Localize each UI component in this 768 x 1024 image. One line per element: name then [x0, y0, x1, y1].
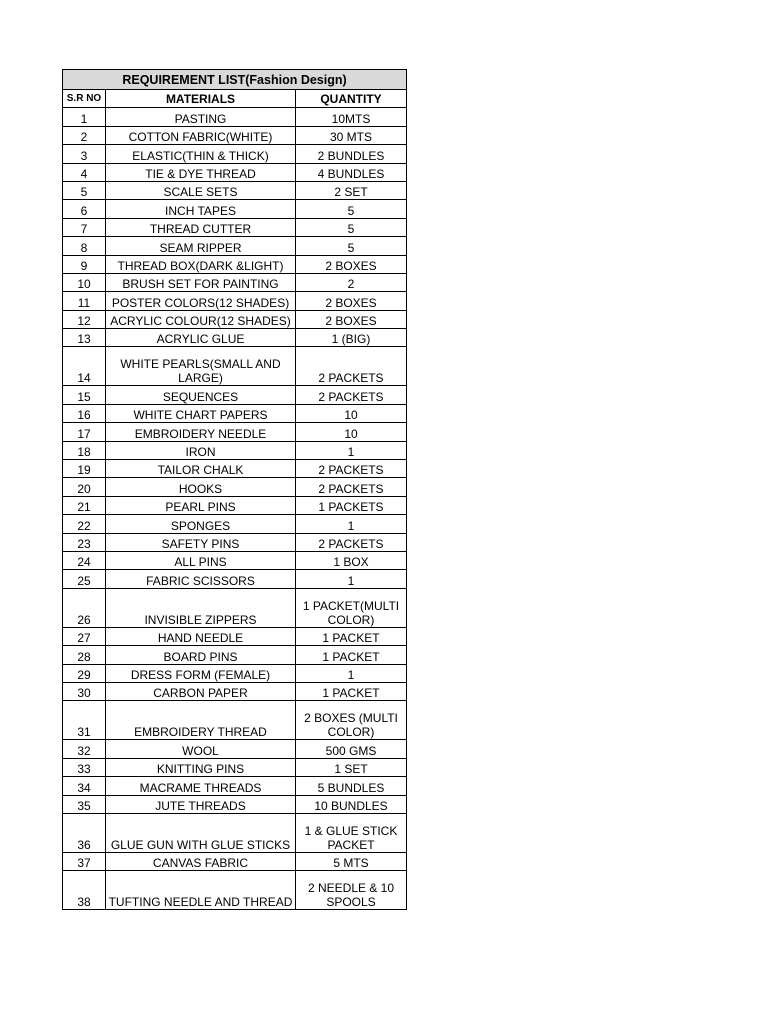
- table-row: [63, 386, 407, 404]
- cell-material: CANVAS FABRIC: [106, 852, 296, 870]
- cell-material: BRUSH SET FOR PAINTING: [106, 273, 296, 291]
- table-row: [63, 777, 407, 795]
- cell-material: POSTER COLORS(12 SHADES): [106, 292, 296, 310]
- cell-material: BOARD PINS: [106, 646, 296, 664]
- cell-quantity: 500 GMS: [296, 740, 407, 758]
- cell-quantity: 2 BOXES: [296, 310, 407, 328]
- table-row: [63, 237, 407, 255]
- cell-material: IRON: [106, 441, 296, 459]
- cell-srno: 4: [63, 163, 106, 181]
- cell-srno: 14: [63, 347, 106, 386]
- table-row: [63, 255, 407, 273]
- cell-material: ELASTIC(THIN & THICK): [106, 145, 296, 163]
- cell-quantity: 5: [296, 218, 407, 236]
- cell-srno: 17: [63, 423, 106, 441]
- cell-srno: 25: [63, 570, 106, 588]
- cell-srno: 32: [63, 740, 106, 758]
- table-row: [63, 163, 407, 181]
- cell-material: THREAD CUTTER: [106, 218, 296, 236]
- cell-quantity: 4 BUNDLES: [296, 163, 407, 181]
- cell-srno: 22: [63, 515, 106, 533]
- table-row: [63, 570, 407, 588]
- cell-srno: 8: [63, 237, 106, 255]
- cell-srno: 18: [63, 441, 106, 459]
- cell-srno: 36: [63, 813, 106, 852]
- cell-material: WOOL: [106, 740, 296, 758]
- cell-quantity: 5: [296, 237, 407, 255]
- cell-srno: 20: [63, 478, 106, 496]
- cell-quantity: 1: [296, 664, 407, 682]
- cell-material: EMBROIDERY NEEDLE: [106, 423, 296, 441]
- cell-material: TUFTING NEEDLE AND THREAD: [106, 871, 296, 910]
- cell-quantity: 1 PACKETS: [296, 496, 407, 514]
- cell-srno: 19: [63, 460, 106, 478]
- table-row: [63, 181, 407, 199]
- cell-quantity: 2 PACKETS: [296, 347, 407, 386]
- cell-material: JUTE THREADS: [106, 795, 296, 813]
- cell-srno: 27: [63, 627, 106, 645]
- cell-quantity: 1 (BIG): [296, 329, 407, 347]
- cell-srno: 9: [63, 255, 106, 273]
- cell-quantity: 1 SET: [296, 758, 407, 776]
- cell-quantity: 1 & GLUE STICK PACKET: [296, 813, 407, 852]
- cell-quantity: 2 SET: [296, 181, 407, 199]
- cell-quantity: 2: [296, 273, 407, 291]
- cell-material: SEQUENCES: [106, 386, 296, 404]
- cell-srno: 35: [63, 795, 106, 813]
- table-row: [63, 310, 407, 328]
- cell-srno: 23: [63, 533, 106, 551]
- table-row: [63, 646, 407, 664]
- cell-material: PEARL PINS: [106, 496, 296, 514]
- cell-quantity: 1 BOX: [296, 551, 407, 569]
- cell-srno: 29: [63, 664, 106, 682]
- table-row: [63, 496, 407, 514]
- cell-quantity: 30 MTS: [296, 126, 407, 144]
- cell-srno: 34: [63, 777, 106, 795]
- cell-quantity: 1 PACKET(MULTI COLOR): [296, 588, 407, 627]
- cell-srno: 13: [63, 329, 106, 347]
- cell-quantity: 2 PACKETS: [296, 386, 407, 404]
- requirement-table: [62, 69, 407, 910]
- cell-srno: 15: [63, 386, 106, 404]
- cell-srno: 7: [63, 218, 106, 236]
- cell-material: ACRYLIC GLUE: [106, 329, 296, 347]
- cell-material: SAFETY PINS: [106, 533, 296, 551]
- cell-quantity: 5 MTS: [296, 852, 407, 870]
- table-row: [63, 108, 407, 126]
- cell-srno: 5: [63, 181, 106, 199]
- cell-srno: 1: [63, 108, 106, 126]
- table-row: [63, 515, 407, 533]
- table-row: [63, 740, 407, 758]
- cell-material: SCALE SETS: [106, 181, 296, 199]
- cell-material: PASTING: [106, 108, 296, 126]
- table-row: [63, 329, 407, 347]
- cell-quantity: 5: [296, 200, 407, 218]
- cell-material: INVISIBLE ZIPPERS: [106, 588, 296, 627]
- cell-material: KNITTING PINS: [106, 758, 296, 776]
- cell-quantity: 1: [296, 515, 407, 533]
- cell-srno: 12: [63, 310, 106, 328]
- cell-quantity: 1 PACKET: [296, 682, 407, 700]
- cell-srno: 16: [63, 404, 106, 422]
- cell-srno: 30: [63, 682, 106, 700]
- cell-material: INCH TAPES: [106, 200, 296, 218]
- cell-material: WHITE PEARLS(SMALL AND LARGE): [106, 347, 296, 386]
- cell-srno: 21: [63, 496, 106, 514]
- cell-srno: 31: [63, 701, 106, 740]
- cell-material: THREAD BOX(DARK &LIGHT): [106, 255, 296, 273]
- table-row: [63, 871, 407, 910]
- cell-srno: 10: [63, 273, 106, 291]
- cell-quantity: 10: [296, 423, 407, 441]
- table-row: [63, 813, 407, 852]
- table-row: [63, 627, 407, 645]
- cell-material: WHITE CHART PAPERS: [106, 404, 296, 422]
- table-row: [63, 852, 407, 870]
- table-body: [63, 108, 407, 910]
- cell-srno: 37: [63, 852, 106, 870]
- cell-material: MACRAME THREADS: [106, 777, 296, 795]
- table-row: [63, 701, 407, 740]
- header-materials: MATERIALS: [106, 90, 296, 108]
- cell-srno: 38: [63, 871, 106, 910]
- cell-quantity: 2 BOXES (MULTI COLOR): [296, 701, 407, 740]
- table-row: [63, 795, 407, 813]
- title-row: [63, 70, 407, 90]
- cell-material: ACRYLIC COLOUR(12 SHADES): [106, 310, 296, 328]
- table-row: [63, 478, 407, 496]
- cell-quantity: 10 BUNDLES: [296, 795, 407, 813]
- cell-srno: 6: [63, 200, 106, 218]
- cell-srno: 24: [63, 551, 106, 569]
- table-row: [63, 145, 407, 163]
- table-row: [63, 441, 407, 459]
- table-row: [63, 460, 407, 478]
- table-row: [63, 218, 407, 236]
- table-row: [63, 292, 407, 310]
- cell-srno: 26: [63, 588, 106, 627]
- cell-material: SEAM RIPPER: [106, 237, 296, 255]
- cell-quantity: 2 NEEDLE & 10 SPOOLS: [296, 871, 407, 910]
- cell-quantity: 5 BUNDLES: [296, 777, 407, 795]
- header-row: [63, 90, 407, 108]
- requirement-list-sheet: [62, 69, 406, 910]
- table-row: [63, 588, 407, 627]
- table-row: [63, 404, 407, 422]
- table-row: [63, 126, 407, 144]
- cell-quantity: 1 PACKET: [296, 646, 407, 664]
- table-row: [63, 758, 407, 776]
- cell-srno: 33: [63, 758, 106, 776]
- cell-material: ALL PINS: [106, 551, 296, 569]
- cell-material: TIE & DYE THREAD: [106, 163, 296, 181]
- cell-srno: 2: [63, 126, 106, 144]
- cell-quantity: 2 PACKETS: [296, 533, 407, 551]
- cell-quantity: 2 PACKETS: [296, 478, 407, 496]
- cell-srno: 28: [63, 646, 106, 664]
- cell-material: HAND NEEDLE: [106, 627, 296, 645]
- cell-material: EMBROIDERY THREAD: [106, 701, 296, 740]
- cell-material: DRESS FORM (FEMALE): [106, 664, 296, 682]
- table-row: [63, 347, 407, 386]
- cell-material: GLUE GUN WITH GLUE STICKS: [106, 813, 296, 852]
- header-srno: S.R NO: [63, 90, 106, 108]
- cell-quantity: 10MTS: [296, 108, 407, 126]
- table-row: [63, 273, 407, 291]
- table-row: [63, 200, 407, 218]
- table-row: [63, 664, 407, 682]
- cell-quantity: 2 BOXES: [296, 255, 407, 273]
- cell-srno: 11: [63, 292, 106, 310]
- header-quantity: QUANTITY: [296, 90, 407, 108]
- cell-material: FABRIC SCISSORS: [106, 570, 296, 588]
- cell-material: COTTON FABRIC(WHITE): [106, 126, 296, 144]
- cell-quantity: 10: [296, 404, 407, 422]
- table-row: [63, 423, 407, 441]
- table-row: [63, 551, 407, 569]
- table-title: REQUIREMENT LIST(Fashion Design): [63, 70, 407, 90]
- cell-material: SPONGES: [106, 515, 296, 533]
- table-row: [63, 682, 407, 700]
- cell-material: TAILOR CHALK: [106, 460, 296, 478]
- cell-quantity: 2 PACKETS: [296, 460, 407, 478]
- cell-srno: 3: [63, 145, 106, 163]
- cell-material: HOOKS: [106, 478, 296, 496]
- cell-material: CARBON PAPER: [106, 682, 296, 700]
- cell-quantity: 2 BUNDLES: [296, 145, 407, 163]
- cell-quantity: 1: [296, 441, 407, 459]
- cell-quantity: 1 PACKET: [296, 627, 407, 645]
- cell-quantity: 2 BOXES: [296, 292, 407, 310]
- cell-quantity: 1: [296, 570, 407, 588]
- table-row: [63, 533, 407, 551]
